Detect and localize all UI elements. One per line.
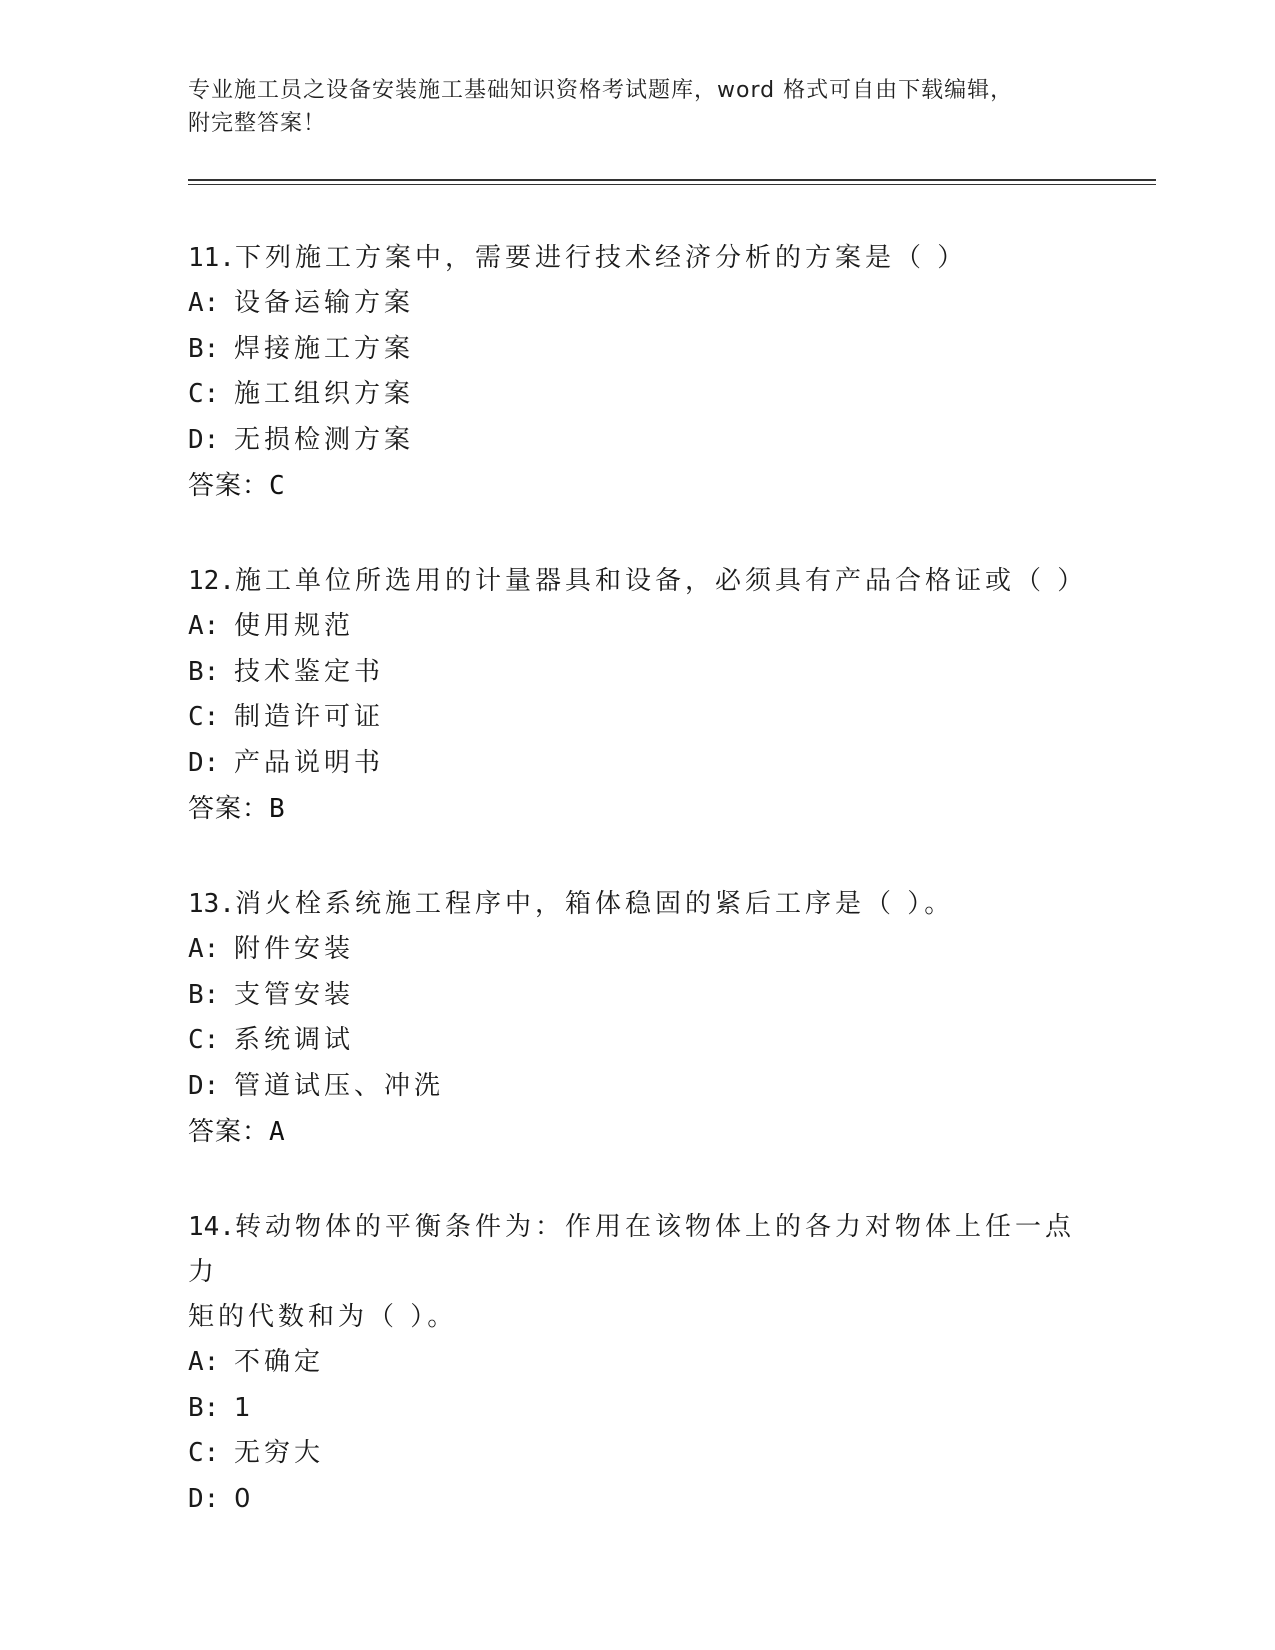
option-letter: C:: [188, 1438, 220, 1468]
option-b: [188, 327, 1088, 373]
option-text: 施工组织方案: [234, 379, 415, 409]
question-number: 14.: [188, 1212, 235, 1242]
question-stem-continued: [188, 1295, 1088, 1340]
option-text: 使用规范: [234, 611, 355, 641]
question-number: 12.: [188, 566, 235, 596]
option-text: 0: [234, 1483, 255, 1514]
question-13: [188, 882, 1088, 1155]
option-c: [188, 1431, 1088, 1477]
option-letter: C:: [188, 379, 220, 409]
option-text: 附件安装: [234, 934, 355, 964]
option-text: 无穷大: [234, 1438, 325, 1468]
question-14: [188, 1205, 1088, 1522]
option-text: 技术鉴定书: [234, 656, 385, 687]
option-text: 不确定: [234, 1347, 325, 1377]
option-letter: A:: [188, 288, 220, 318]
answer-value: B: [269, 794, 286, 824]
option-letter: C:: [188, 1025, 220, 1055]
answer-label: 答案：: [188, 471, 270, 501]
answer-line: [188, 786, 1088, 832]
question-11: [188, 236, 1088, 509]
option-b: [188, 650, 1088, 696]
option-letter: D:: [188, 424, 220, 455]
option-letter: A:: [188, 934, 220, 964]
answer-label: 答案：: [188, 1117, 270, 1147]
question-12: [188, 559, 1088, 832]
option-c: [188, 1018, 1088, 1064]
option-a: [188, 604, 1088, 650]
option-letter: B:: [188, 333, 220, 364]
option-letter: D:: [188, 1070, 220, 1101]
answer-value: A: [269, 1117, 286, 1147]
question-number: 13.: [188, 889, 235, 919]
question-text-line2: 矩的代数和为（ ）。: [188, 1302, 458, 1332]
option-a: [188, 1340, 1088, 1386]
document-header: [188, 74, 1078, 140]
option-a: [188, 927, 1088, 973]
question-stem: [188, 1205, 1088, 1295]
option-text: 系统调试: [234, 1025, 355, 1055]
answer-label: 答案：: [188, 794, 270, 824]
question-stem: [188, 236, 1088, 281]
header-title-line2: 附完整答案！: [188, 111, 327, 136]
option-c: [188, 695, 1088, 741]
option-letter: D:: [188, 747, 220, 778]
option-c: [188, 372, 1088, 418]
question-text: 消火栓系统施工程序中，箱体稳固的紧后工序是（ ）。: [234, 889, 955, 919]
option-letter: A:: [188, 1347, 220, 1377]
question-text-line1: 转动物体的平衡条件为：作用在该物体上的各力对物体上任一点力: [188, 1212, 1075, 1287]
question-list: [188, 236, 1088, 1572]
option-letter: B:: [188, 1392, 220, 1423]
question-number: 11.: [188, 243, 235, 273]
option-text: 设备运输方案: [234, 288, 415, 318]
option-letter: C:: [188, 702, 220, 732]
question-stem: [188, 559, 1088, 604]
option-d: [188, 418, 1088, 464]
header-title-line1: 专业施工员之设备安装施工基础知识资格考试题库，word 格式可自由下载编辑，: [188, 78, 1014, 103]
answer-line: [188, 463, 1088, 509]
question-text: 施工单位所选用的计量器具和设备，必须具有产品合格证或（ ）: [234, 566, 1088, 596]
option-text: 焊接施工方案: [234, 333, 415, 364]
option-letter: B:: [188, 979, 220, 1010]
question-stem: [188, 882, 1088, 927]
option-d: [188, 741, 1088, 787]
option-text: 产品说明书: [234, 747, 385, 778]
question-text: 下列施工方案中，需要进行技术经济分析的方案是（ ）: [234, 243, 968, 273]
answer-line: [188, 1109, 1088, 1155]
option-b: [188, 973, 1088, 1019]
option-text: 1: [234, 1392, 255, 1423]
header-divider: [188, 179, 1156, 185]
option-text: 支管安装: [234, 979, 355, 1010]
option-text: 无损检测方案: [234, 424, 415, 455]
option-b: [188, 1386, 1088, 1432]
option-letter: D:: [188, 1483, 220, 1514]
option-d: [188, 1477, 1088, 1523]
option-letter: B:: [188, 656, 220, 687]
answer-value: C: [269, 471, 286, 501]
option-text: 制造许可证: [234, 702, 385, 732]
option-d: [188, 1064, 1088, 1110]
option-a: [188, 281, 1088, 327]
option-text: 管道试压、冲洗: [234, 1070, 445, 1101]
option-letter: A:: [188, 611, 220, 641]
